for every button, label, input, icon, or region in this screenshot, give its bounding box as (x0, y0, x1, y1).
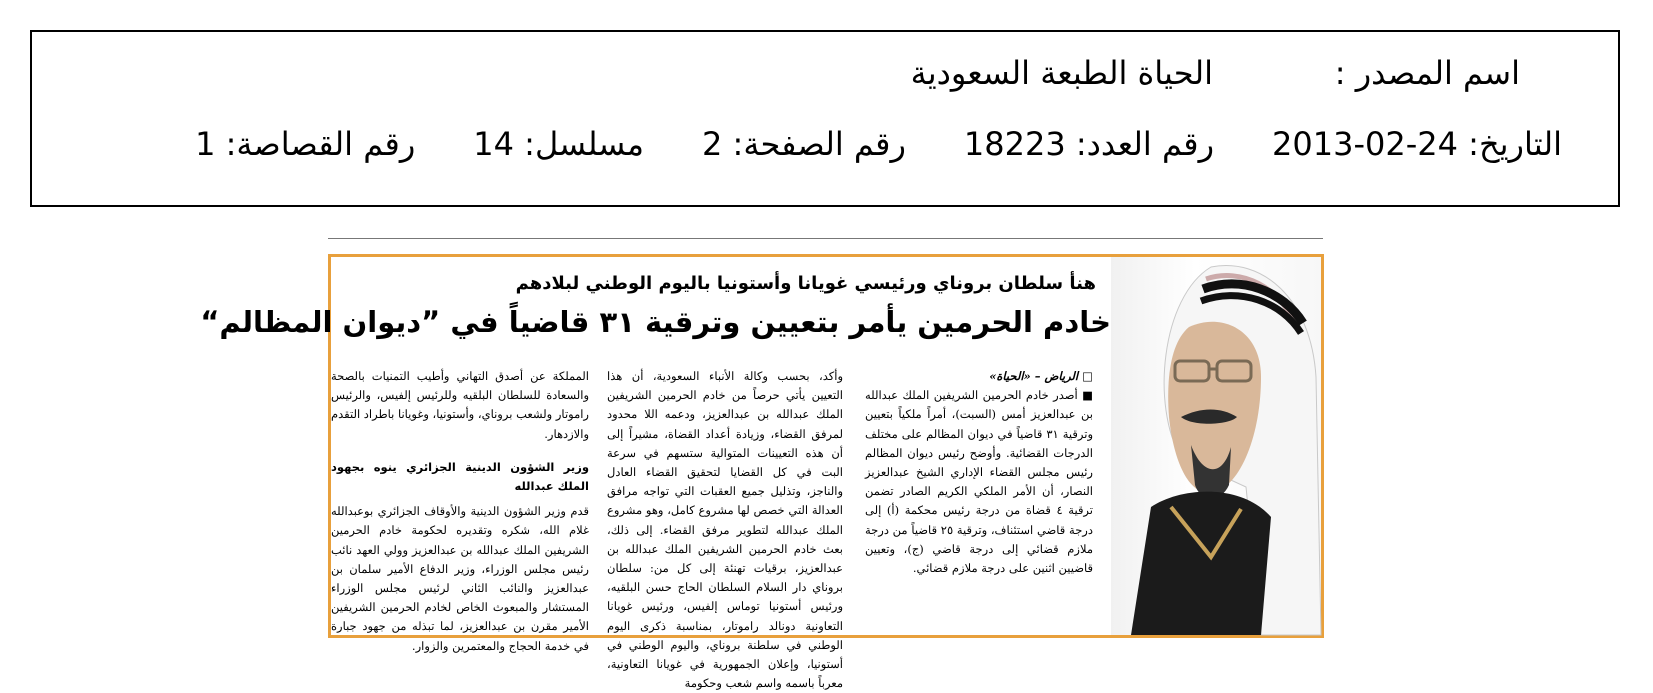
column-3-text-b: قدم وزير الشؤون الدينية والأوقاف الجزائري بوعبدالله غلام الله، شكره وتقديره لحكومة خادم الحرمين الشريفين الملك عبدالله بن عبدالعزيز وولي العهد نائب رئيس مجلس الوزراء، وزير الدفاع الأمير سلمان بن عبدالعزيز والنائب الثاني لرئيس مجلس الوزراء المستشار والمبعوث الخاص لخادم الحرمين الشريفين الأمير مقرن بن عبدالعزيز، لما تبذله من جهود جبارة في خدمة الحجاج والمعتمرين والزوار. (331, 504, 589, 653)
source-label: اسم المصدر : (1334, 54, 1520, 92)
page-value: 2 (702, 125, 723, 163)
serial-value: 14 (473, 125, 514, 163)
column-3-subheading: وزير الشؤون الدينية الجزائري ينوه بجهود الملك عبدالله (331, 459, 589, 494)
divider-line (328, 238, 1323, 239)
clipping-headline: خادم الحرمين يأمر بتعيين وترقية ٣١ قاضياً في ”ديوان المظالم“ (200, 305, 1111, 339)
metadata-box (30, 30, 1620, 207)
column-1-text: ■ أصدر خادم الحرمين الشريفين الملك عبدالله بن عبدالعزيز أمس (السبت)، أمراً ملكياً بتعيين وترقية ٣١ قاضياً في ديوان المظالم على مختلف الدرجات القضائية. وأوضح رئيس ديوان المظالم رئيس مجلس القضاء الإداري الشيخ عبدالعزيز النصار، أن الأمر الملكي الكريم الصادر تضمن ترقية ٤ قضاة من درجة رئيس محكمة (أ) إلى درجة قاضي استئناف، وترقية ٢٥ قاضياً من درجة ملازم قضائي إلى درجة قاضي (ج)، وتعيين قاضيين اثنين على درجة ملازم قضائي. (865, 388, 1093, 576)
clipping-kicker: هنأ سلطان بروناي ورئيسي غويانا وأستونيا باليوم الوطني لبلادهم (515, 273, 1096, 294)
article-column-2 (607, 367, 843, 693)
article-dateline: □ الرياض – «الحياة» (989, 369, 1093, 383)
serial-label: مسلسل: (524, 125, 644, 163)
serial-field (473, 125, 644, 163)
issue-label: رقم العدد: (1075, 125, 1215, 163)
page-label: رقم الصفحة: (732, 125, 906, 163)
portrait-photo (1111, 257, 1321, 635)
newspaper-clipping (200, 254, 1324, 691)
date-field (1272, 125, 1562, 163)
issue-field (964, 125, 1214, 163)
clip-number-value: 1 (195, 125, 216, 163)
page-field (702, 125, 906, 163)
article-column-3 (331, 367, 589, 656)
date-value: 2013-02-24 (1272, 125, 1458, 163)
source-value: الحياة الطبعة السعودية (910, 54, 1213, 92)
issue-value: 18223 (963, 125, 1066, 163)
metadata-line (195, 125, 1562, 163)
clip-number-label: رقم القصاصة: (225, 125, 416, 163)
date-label: التاريخ: (1468, 125, 1562, 163)
article-column-1 (865, 367, 1093, 578)
column-3-text-a: المملكة عن أصدق التهاني وأطيب التمنيات بالصحة والسعادة للسلطان البلقيه وللرئيس إلفيس، والرئيس راموتار ولشعب بروناي، وأستونيا، وغويانا باطراد التقدم والازدهار. (331, 369, 589, 441)
clip-number-field (195, 125, 415, 163)
column-2-text: وأكد، بحسب وكالة الأنباء السعودية، أن هذا التعيين يأتي حرصاً من خادم الحرمين الشريفين الملك عبدالله بن عبدالعزيز، ودعمه اللا محدود لمرفق القضاء، وزيادة أعداد القضاة، مشيراً إلى أن هذه التعيينات المتوالية ستسهم في سرعة البت في كل القضايا لتحقيق القضاء العادل والناجز، وتذليل جميع العقبات التي تواجه مرافق العدالة التي خصص لها مشروع كامل، وهو مشروع الملك عبدالله لتطوير مرفق القضاء. إلى ذلك، بعث خادم الحرمين الشريفين الملك عبدالله بن عبدالعزيز، برقيات تهنئة إلى كل من: سلطان بروناي دار السلام السلطان الحاج حسن البلقيه، ورئيس أستونيا توماس إلفيس، ورئيس غويانا التعاونية دونالد راموتار، بمناسبة ذكرى اليوم الوطني في سلطنة بروناي، واليوم الوطني في أستونيا، وإعلان الجمهورية في غويانا التعاونية، معرباً باسمه واسم شعب وحكومة (607, 369, 843, 691)
portrait-illustration (1111, 257, 1321, 635)
